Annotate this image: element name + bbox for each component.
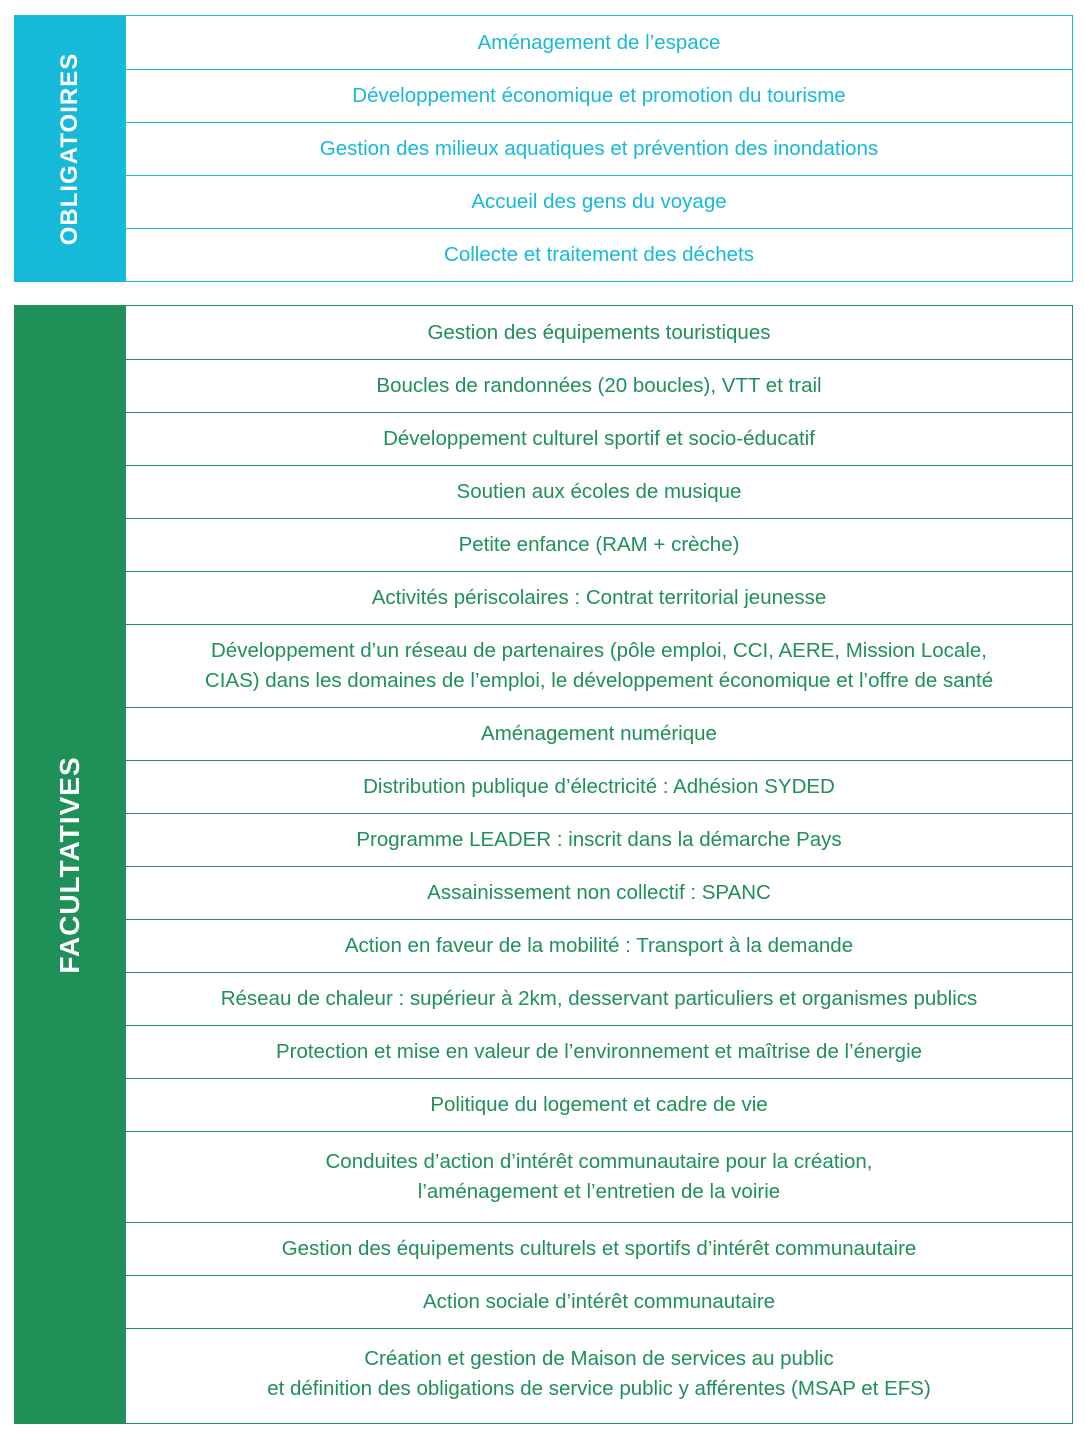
table-row: Protection et mise en valeur de l’environnement et maîtrise de l’énergie bbox=[126, 1025, 1072, 1078]
table-row: Collecte et traitement des déchets bbox=[126, 228, 1072, 281]
obligatoires-label: OBLIGATOIRES bbox=[56, 52, 83, 245]
table-row: Boucles de randonnées (20 boucles), VTT et trail bbox=[126, 359, 1072, 412]
facultatives-table bbox=[14, 305, 1073, 1424]
table-row: Activités périscolaires : Contrat territorial jeunesse bbox=[126, 571, 1072, 624]
table-row: Gestion des équipements touristiques bbox=[427, 320, 771, 344]
table-row: Gestion des milieux aquatiques et prévention des inondations bbox=[126, 122, 1072, 175]
table-row: Aménagement de l’espace bbox=[477, 30, 721, 54]
table-row: Développement d’un réseau de partenaires (pôle emploi, CCI, AERE, Mission Locale, CIAS) dans les domaines de l’emploi, le développement économique et l’offre de santé bbox=[126, 624, 1072, 707]
table-row: Conduites d’action d’intérêt communautaire pour la création, l’aménagement et l’entretien de la voirie bbox=[126, 1131, 1072, 1222]
table-row: Développement économique et promotion du tourisme bbox=[126, 69, 1072, 122]
table-row: Assainissement non collectif : SPANC bbox=[126, 866, 1072, 919]
obligatoires-table bbox=[14, 15, 1073, 282]
table-row: Petite enfance (RAM + crèche) bbox=[126, 518, 1072, 571]
table-row: Action sociale d’intérêt communautaire bbox=[126, 1275, 1072, 1328]
table-row: Réseau de chaleur : supérieur à 2km, desservant particuliers et organismes publics bbox=[126, 972, 1072, 1025]
obligatoires-side-banner bbox=[14, 15, 126, 282]
facultatives-label: FACULTATIVES bbox=[54, 755, 85, 974]
facultatives-rows bbox=[126, 305, 1073, 1424]
table-row: Développement culturel sportif et socio-éducatif bbox=[126, 412, 1072, 465]
table-row: Action en faveur de la mobilité : Transport à la demande bbox=[126, 919, 1072, 972]
table-row: Programme LEADER : inscrit dans la démarche Pays bbox=[126, 813, 1072, 866]
table-row: Création et gestion de Maison de services au public et définition des obligations de service public y afférentes (MSAP et EFS) bbox=[126, 1328, 1072, 1419]
table-row: Gestion des équipements culturels et sportifs d’intérêt communautaire bbox=[126, 1222, 1072, 1275]
facultatives-side-banner bbox=[14, 305, 126, 1424]
obligatoires-rows bbox=[126, 15, 1073, 282]
table-row: Distribution publique d’électricité : Adhésion SYDED bbox=[126, 760, 1072, 813]
table-row: Accueil des gens du voyage bbox=[126, 175, 1072, 228]
table-row: Soutien aux écoles de musique bbox=[126, 465, 1072, 518]
table-row: Politique du logement et cadre de vie bbox=[126, 1078, 1072, 1131]
table-row: Aménagement numérique bbox=[126, 707, 1072, 760]
